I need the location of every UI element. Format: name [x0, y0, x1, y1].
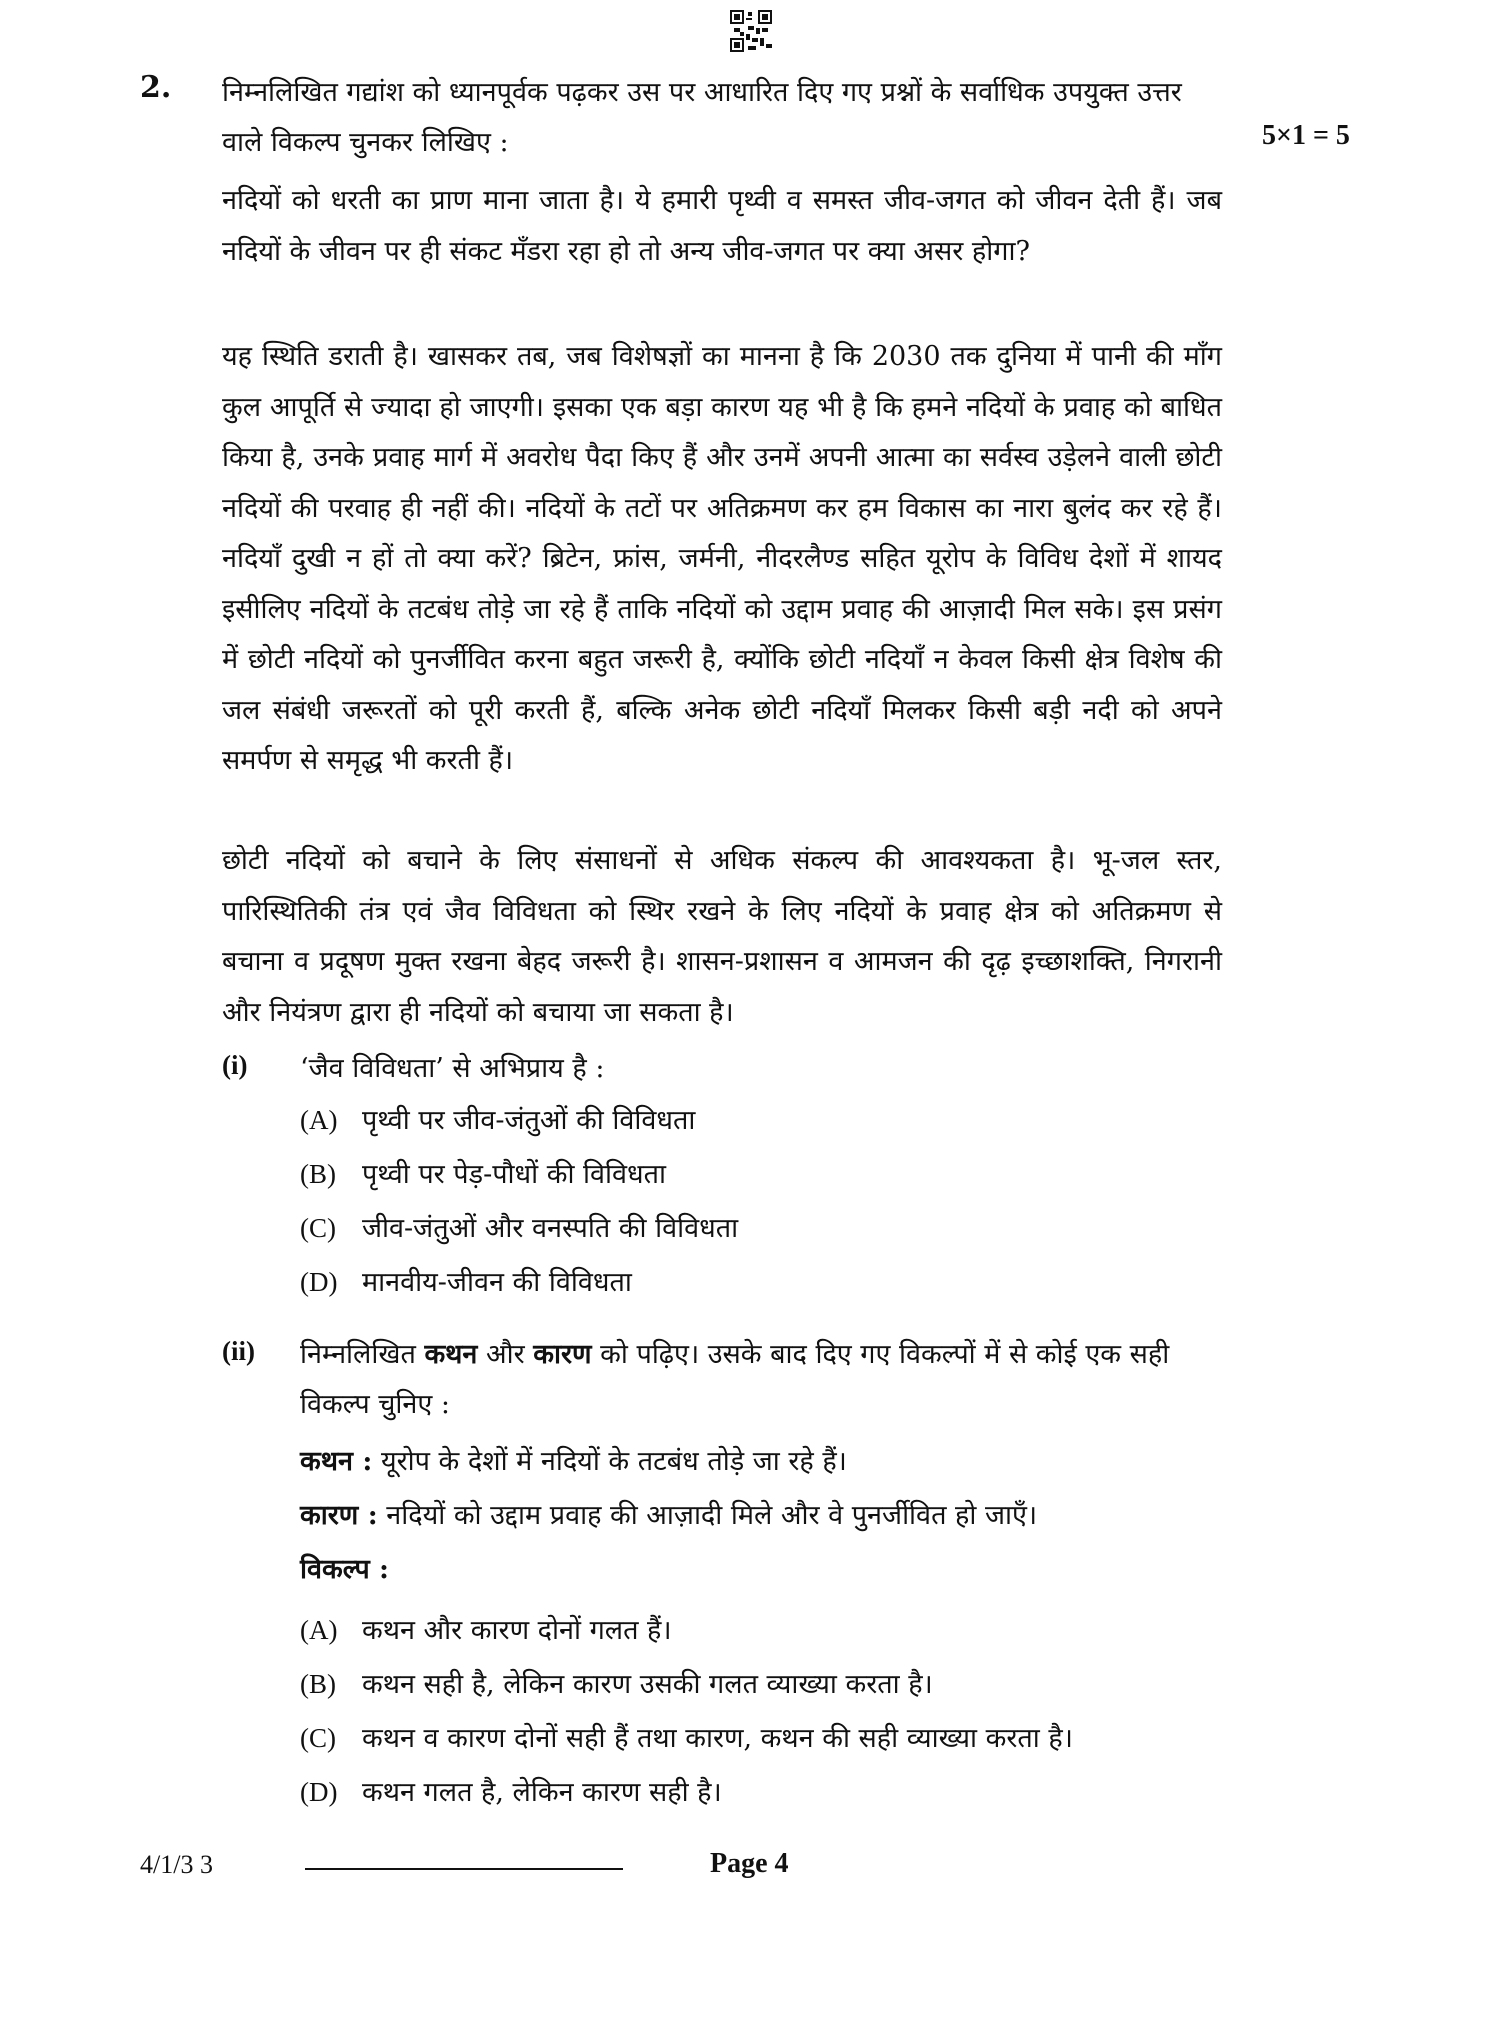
option-text: मानवीय-जीवन की विविधता: [362, 1267, 632, 1298]
option-text: कथन और कारण दोनों गलत हैं।: [362, 1615, 672, 1646]
q2-text-pre: निम्नलिखित: [300, 1339, 416, 1370]
option-text: कथन व कारण दोनों सही हैं तथा कारण, कथन की सही व्याख्या करता है।: [362, 1723, 1073, 1754]
option-letter: (D): [300, 1267, 338, 1297]
kathan-label: कथन :: [300, 1446, 373, 1477]
q1-option-c[interactable]: [300, 1208, 738, 1249]
passage-paragraph-2: यह स्थिति डराती है। खासकर तब, जब विशेषज्ञों का मानना है कि 2030 तक दुनिया में पानी की माँग कुल आपूर्ति से ज्यादा हो जाएगी। इसका एक बड़ा कारण यह भी है कि हमने नदियों के प्रवाह को बाधित किया है, उनके प्रवाह मार्ग में अवरोध पैदा किए हैं और उनमें अपनी आत्मा का सर्वस्व उड़ेलने वाली छोटी नदियों की परवाह ही नहीं की। नदियों के तटों पर अतिक्रमण कर हम विकास का नारा बुलंद कर रहे हैं। नदियाँ दुखी न हों तो क्या करें? ब्रिटेन, फ्रांस, जर्मनी, नीदरलैण्ड सहित यूरोप के विविध देशों में शायद इसीलिए नदियों के तटबंध तोड़े जा रहे हैं ताकि नदियों को उद्दाम प्रवाह की आज़ादी मिल सके। इस प्रसंग में छोटी नदियों को पुनर्जीवित करना बहुत जरूरी है, क्योंकि छोटी नदियाँ न केवल किसी क्षेत्र विशेष की जल संबंधी जरूरतों को पूरी करती हैं, बल्कि अनेक छोटी नदियाँ मिलकर किसी बड़ी नदी को अपने समर्पण से समृद्ध भी करती हैं।: [222, 341, 1222, 776]
option-text: कथन गलत है, लेकिन कारण सही है।: [362, 1777, 722, 1808]
marks-allocation: 5×1 = 5: [1262, 120, 1350, 151]
q1-option-a[interactable]: [300, 1100, 695, 1141]
option-text: पृथ्वी पर पेड़-पौधों की विविधता: [362, 1159, 667, 1190]
option-letter: (C): [300, 1213, 336, 1243]
option-letter: (B): [300, 1669, 336, 1699]
q2-text-post: को पढ़िए। उसके बाद दिए गए विकल्पों में से कोई एक सही विकल्प चुनिए :: [300, 1339, 1170, 1420]
passage-paragraph-1: नदियों को धरती का प्राण माना जाता है। ये हमारी पृथ्वी व समस्त जीव-जगत को जीवन देती हैं। जब नदियों के जीवन पर ही संकट मँडरा रहा हो तो अन्य जीव-जगत पर क्या असर होगा?: [222, 185, 1222, 267]
page-number: Page 4: [710, 1848, 789, 1879]
qr-code-icon: [730, 10, 772, 52]
option-letter: (A): [300, 1105, 338, 1135]
question-number: 2.: [140, 70, 172, 105]
q2-option-a[interactable]: [300, 1610, 672, 1651]
subquestion-2-text: [300, 1330, 1220, 1430]
footer-divider: [305, 1868, 623, 1870]
option-letter: (D): [300, 1777, 338, 1807]
q2-karan-word: कारण: [533, 1339, 592, 1370]
option-text: पृथ्वी पर जीव-जंतुओं की विविधता: [362, 1105, 696, 1136]
q1-option-b[interactable]: [300, 1154, 666, 1195]
q1-option-d[interactable]: [300, 1262, 632, 1303]
karan-label: कारण :: [300, 1500, 378, 1531]
karan-statement: [300, 1496, 1037, 1536]
vikalp-label: विकल्प :: [300, 1554, 390, 1585]
option-text: कथन सही है, लेकिन कारण उसकी गलत व्याख्या करता है।: [362, 1669, 933, 1700]
option-letter: (A): [300, 1615, 338, 1645]
q2-kathan-word: कथन: [424, 1339, 478, 1370]
paper-code: 4/1/3 3: [140, 1850, 213, 1879]
subquestion-2-label: (ii): [222, 1336, 255, 1366]
q2-text-and: और: [486, 1339, 525, 1370]
option-text: जीव-जंतुओं और वनस्पति की विविधता: [362, 1213, 739, 1244]
passage-paragraph-3: छोटी नदियों को बचाने के लिए संसाधनों से अधिक संकल्प की आवश्यकता है। भू-जल स्तर, पारिस्थितिकी तंत्र एवं जैव विविधता को स्थिर रखने के लिए नदियों के प्रवाह क्षेत्र को अतिक्रमण से बचाना व प्रदूषण मुक्त रखना बेहद जरूरी है। शासन-प्रशासन व आमजन की दृढ़ इच्छाशक्ति, निगरानी और नियंत्रण द्वारा ही नदियों को बचाया जा सकता है।: [222, 845, 1222, 1028]
subquestion-1-label: (i): [222, 1050, 248, 1080]
question-instruction: निम्नलिखित गद्यांश को ध्यानपूर्वक पढ़कर उस पर आधारित दिए गए प्रश्नों के सर्वाधिक उपयुक्त उत्तर वाले विकल्प चुनकर लिखिए :: [222, 77, 1182, 158]
option-letter: (C): [300, 1723, 336, 1753]
option-letter: (B): [300, 1159, 336, 1189]
q2-option-b[interactable]: [300, 1664, 933, 1705]
q2-option-d[interactable]: [300, 1772, 722, 1813]
q2-option-c[interactable]: [300, 1718, 1073, 1759]
karan-text: नदियों को उद्दाम प्रवाह की आज़ादी मिले और वे पुनर्जीवित हो जाएँ।: [386, 1500, 1038, 1531]
subquestion-1-text: ‘जैव विविधता’ से अभिप्राय है :: [300, 1053, 605, 1084]
kathan-text: यूरोप के देशों में नदियों के तटबंध तोड़े जा रहे हैं।: [380, 1446, 847, 1477]
kathan-statement: [300, 1442, 847, 1482]
